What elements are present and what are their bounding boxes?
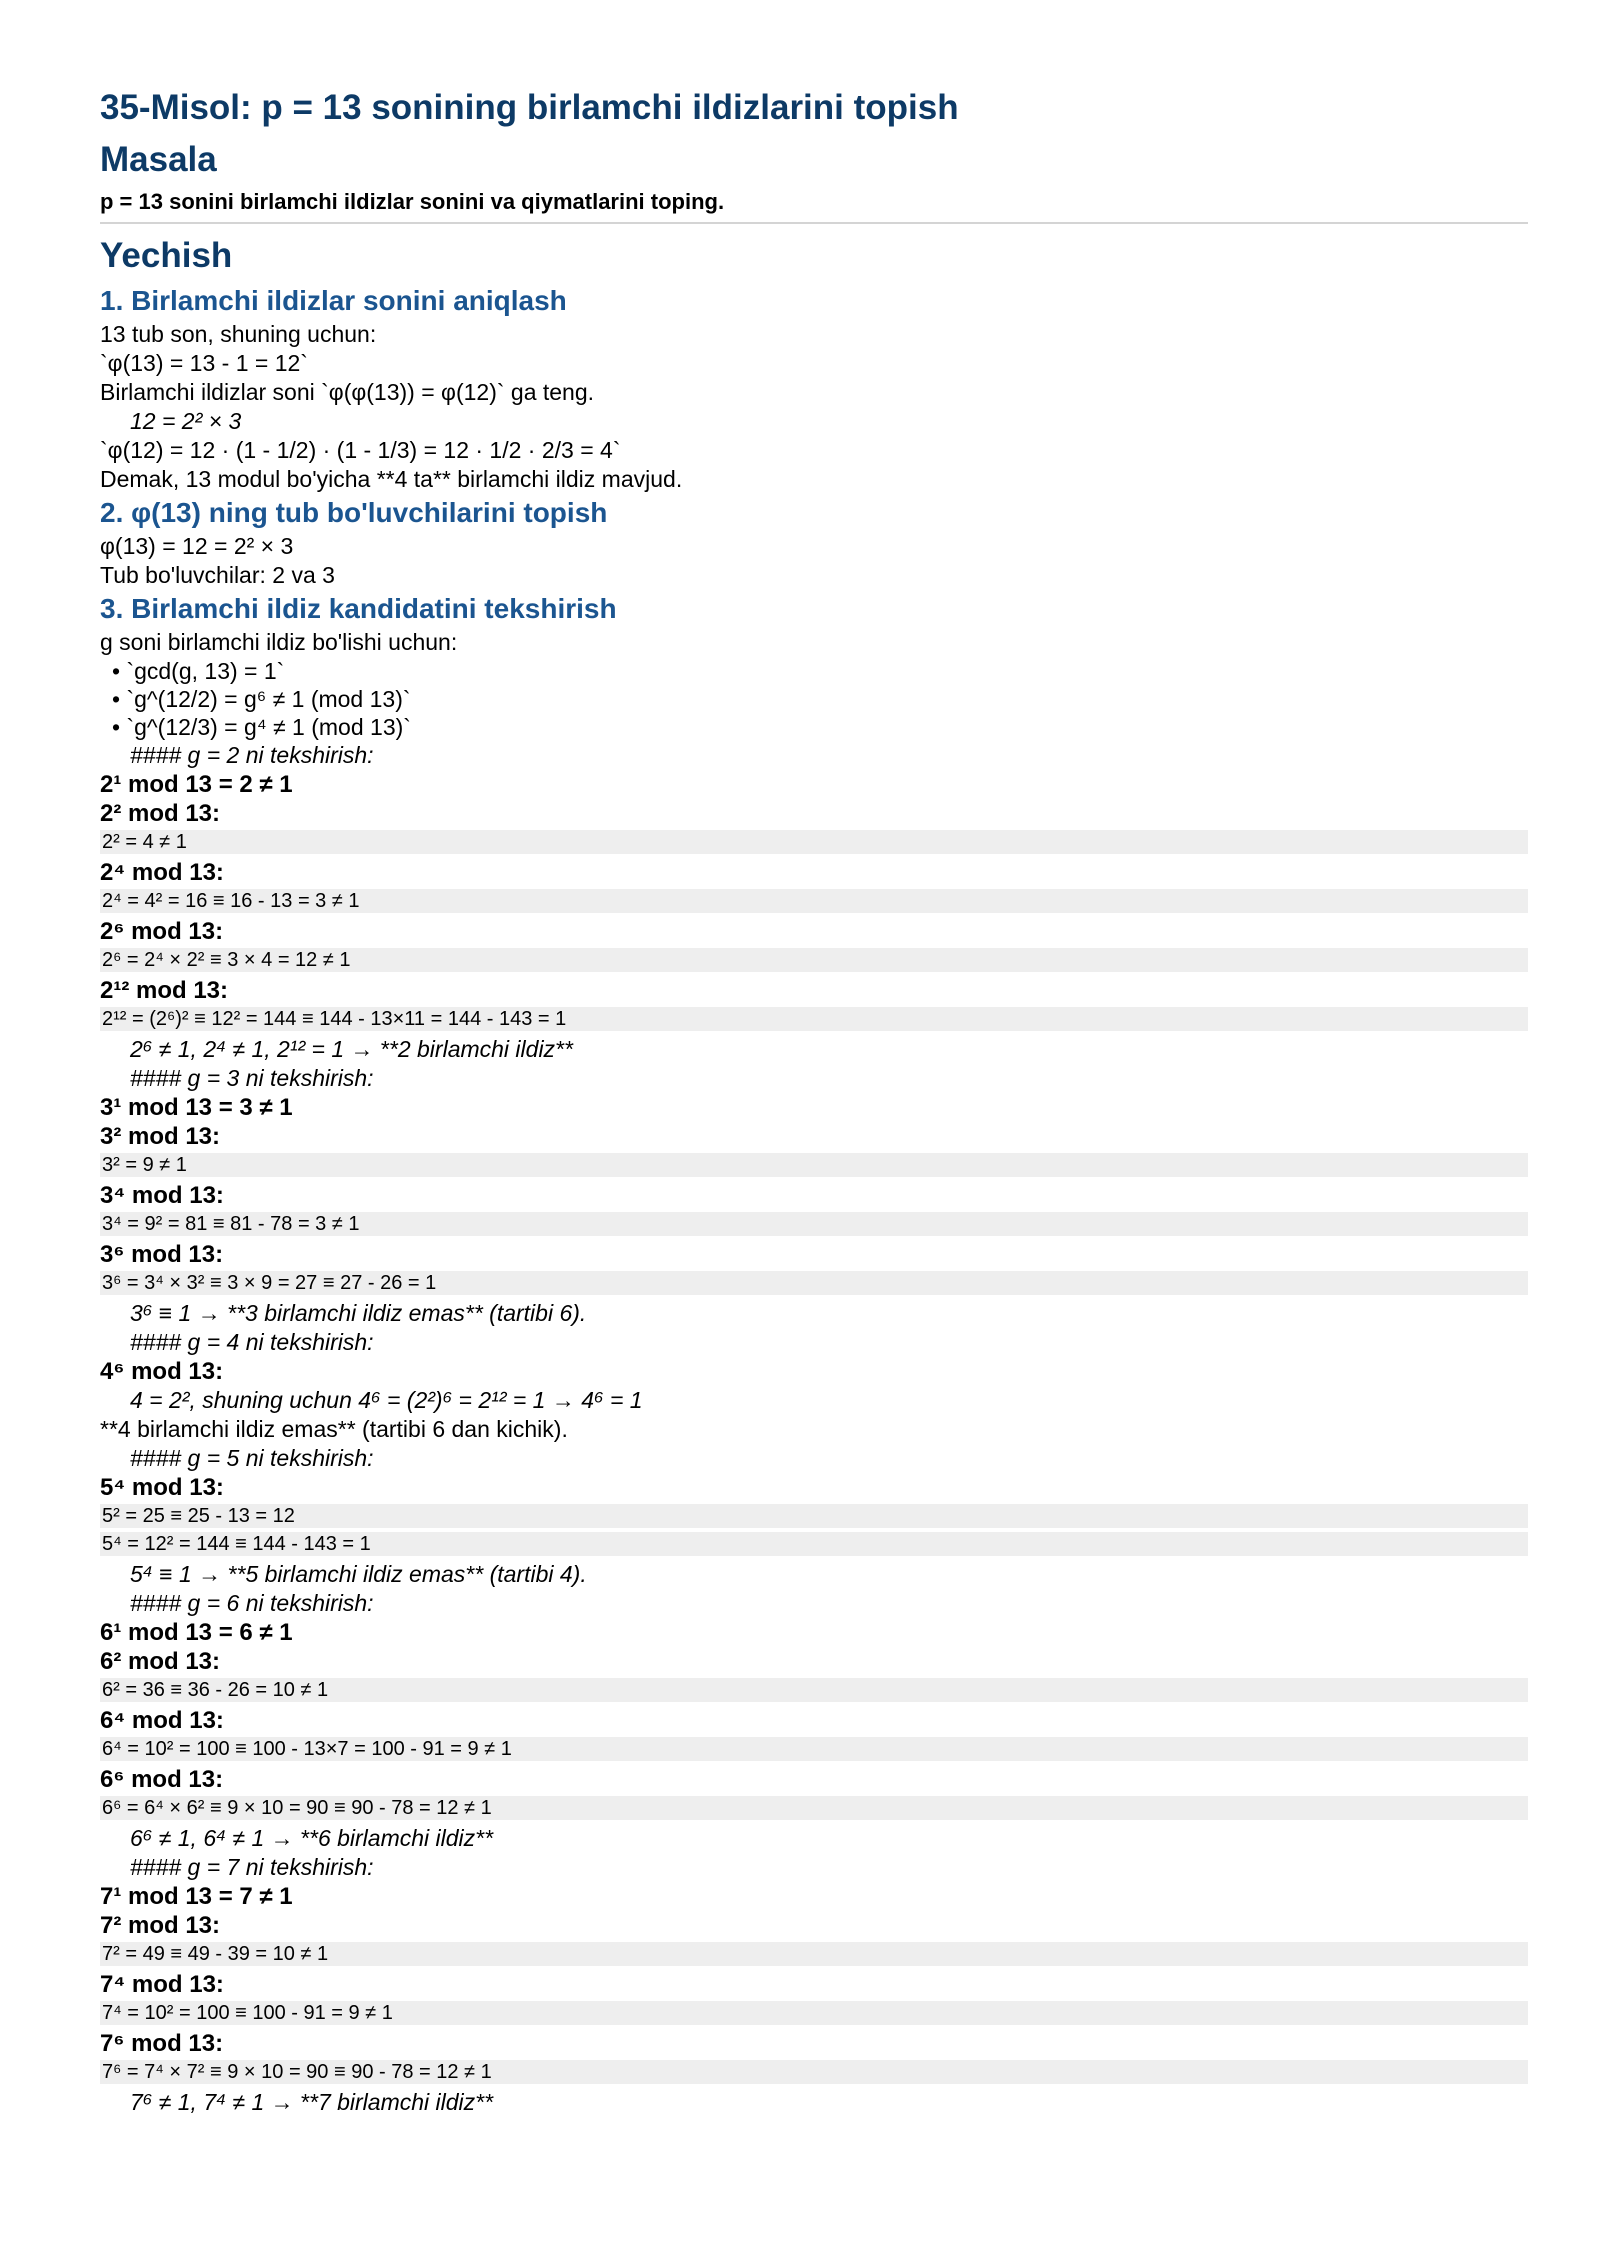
code-line: 3² = 9 ≠ 1 (100, 1153, 1528, 1177)
text-line: 13 tub son, shuning uchun: (100, 321, 377, 347)
text-line: Birlamchi ildizlar soni `φ(φ(13)) = φ(12)` ga teng. (100, 379, 595, 405)
code-line: 6² = 36 ≡ 36 - 26 = 10 ≠ 1 (100, 1678, 1528, 1702)
check-heading-g6: #### g = 6 ni tekshirish: (130, 1590, 374, 1616)
problem-statement: p = 13 sonini birlamchi ildizlar sonini va qiymatlarini toping. (100, 189, 725, 214)
code-line: 5² = 25 ≡ 25 - 13 = 12 (100, 1504, 1528, 1528)
step-heading: 6² mod 13: (100, 1648, 221, 1675)
bullet-item: • `gcd(g, 13) = 1` (112, 658, 285, 684)
step-heading: 6¹ mod 13 = 6 ≠ 1 (100, 1619, 293, 1646)
conclusion-line: **4 birlamchi ildiz emas** (tartibi 6 dan kichik). (100, 1416, 568, 1442)
step-heading: 3⁶ mod 13: (100, 1241, 224, 1268)
document-page (100, 82, 1528, 2117)
check-heading-g3: #### g = 3 ni tekshirish: (130, 1065, 374, 1091)
step-heading: 7⁴ mod 13: (100, 1971, 224, 1998)
step-heading: 3² mod 13: (100, 1123, 221, 1150)
step-heading: 2⁴ mod 13: (100, 859, 224, 886)
check-heading-g4: #### g = 4 ni tekshirish: (130, 1329, 374, 1355)
subsection-heading-1: 1. Birlamchi ildizlar sonini aniqlash (100, 285, 567, 316)
text-line: `φ(12) = 12 · (1 - 1/2) · (1 - 1/3) = 12 · 1/2 · 2/3 = 4` (100, 437, 621, 463)
step-heading: 6⁴ mod 13: (100, 1707, 224, 1734)
text-line: Tub bo'luvchilar: 2 va 3 (100, 562, 335, 588)
code-line: 7² = 49 ≡ 49 - 39 = 10 ≠ 1 (100, 1942, 1528, 1966)
page-title: 35-Misol: p = 13 sonining birlamchi ildizlarini topish (100, 88, 959, 127)
text-line: Demak, 13 modul bo'yicha **4 ta** birlamchi ildiz mavjud. (100, 466, 683, 492)
code-line: 3⁴ = 9² = 81 ≡ 81 - 78 = 3 ≠ 1 (100, 1212, 1528, 1236)
bullet-item: • `g^(12/2) = g⁶ ≠ 1 (mod 13)` (112, 686, 411, 712)
code-line: 2² = 4 ≠ 1 (100, 830, 1528, 854)
check-heading-g7: #### g = 7 ni tekshirish: (130, 1854, 374, 1880)
code-line: 2⁴ = 4² = 16 ≡ 16 - 13 = 3 ≠ 1 (100, 889, 1528, 913)
conclusion-line: 3⁶ ≡ 1 → **3 birlamchi ildiz emas** (tartibi 6). (130, 1300, 587, 1326)
check-heading-g2: #### g = 2 ni tekshirish: (130, 742, 374, 768)
check-heading-g5: #### g = 5 ni tekshirish: (130, 1445, 374, 1471)
step-heading: 2² mod 13: (100, 800, 221, 827)
code-line: 6⁶ = 6⁴ × 6² ≡ 9 × 10 = 90 ≡ 90 - 78 = 12 ≠ 1 (100, 1796, 1528, 1820)
conclusion-line: 7⁶ ≠ 1, 7⁴ ≠ 1 → **7 birlamchi ildiz** (130, 2089, 494, 2115)
code-line: 7⁴ = 10² = 100 ≡ 100 - 91 = 9 ≠ 1 (100, 2001, 1528, 2025)
step-heading: 2¹ mod 13 = 2 ≠ 1 (100, 771, 293, 798)
text-line: φ(13) = 12 = 2² × 3 (100, 533, 294, 559)
section-heading-yechish: Yechish (100, 236, 233, 275)
step-heading: 3¹ mod 13 = 3 ≠ 1 (100, 1094, 293, 1121)
step-heading: 7⁶ mod 13: (100, 2030, 224, 2057)
conclusion-line: 5⁴ ≡ 1 → **5 birlamchi ildiz emas** (tartibi 4). (130, 1561, 587, 1587)
code-line: 6⁴ = 10² = 100 ≡ 100 - 13×7 = 100 - 91 = 9 ≠ 1 (100, 1737, 1528, 1761)
code-line: 3⁶ = 3⁴ × 3² ≡ 3 × 9 = 27 ≡ 27 - 26 = 1 (100, 1271, 1528, 1295)
code-line: 7⁶ = 7⁴ × 7² ≡ 9 × 10 = 90 ≡ 90 - 78 = 12 ≠ 1 (100, 2060, 1528, 2084)
subsection-heading-3: 3. Birlamchi ildiz kandidatini tekshirish (100, 593, 617, 624)
bullet-item: • `g^(12/3) = g⁴ ≠ 1 (mod 13)` (112, 714, 411, 740)
step-heading: 2⁶ mod 13: (100, 918, 224, 945)
step-heading: 5⁴ mod 13: (100, 1474, 224, 1501)
text-line: g soni birlamchi ildiz bo'lishi uchun: (100, 629, 458, 655)
step-heading: 2¹² mod 13: (100, 977, 229, 1004)
note-line: 4 = 2², shuning uchun 4⁶ = (2²)⁶ = 2¹² = 1 → 4⁶ = 1 (130, 1387, 643, 1413)
indented-formula: 12 = 2² × 3 (130, 408, 242, 434)
code-line: 5⁴ = 12² = 144 ≡ 144 - 143 = 1 (100, 1532, 1528, 1556)
subsection-heading-2: 2. φ(13) ning tub bo'luvchilarini topish (100, 497, 608, 528)
step-heading: 7¹ mod 13 = 7 ≠ 1 (100, 1883, 293, 1910)
step-heading: 6⁶ mod 13: (100, 1766, 224, 1793)
step-heading: 4⁶ mod 13: (100, 1358, 224, 1385)
step-heading: 3⁴ mod 13: (100, 1182, 224, 1209)
section-heading-masala: Masala (100, 140, 217, 179)
code-line: 2¹² = (2⁶)² ≡ 12² = 144 ≡ 144 - 13×11 = 144 - 143 = 1 (100, 1007, 1528, 1031)
step-heading: 7² mod 13: (100, 1912, 221, 1939)
horizontal-rule (100, 222, 1528, 224)
conclusion-line: 6⁶ ≠ 1, 6⁴ ≠ 1 → **6 birlamchi ildiz** (130, 1825, 494, 1851)
text-line: `φ(13) = 13 - 1 = 12` (100, 350, 308, 376)
code-line: 2⁶ = 2⁴ × 2² ≡ 3 × 4 = 12 ≠ 1 (100, 948, 1528, 972)
conclusion-line: 2⁶ ≠ 1, 2⁴ ≠ 1, 2¹² = 1 → **2 birlamchi ildiz** (130, 1036, 573, 1062)
